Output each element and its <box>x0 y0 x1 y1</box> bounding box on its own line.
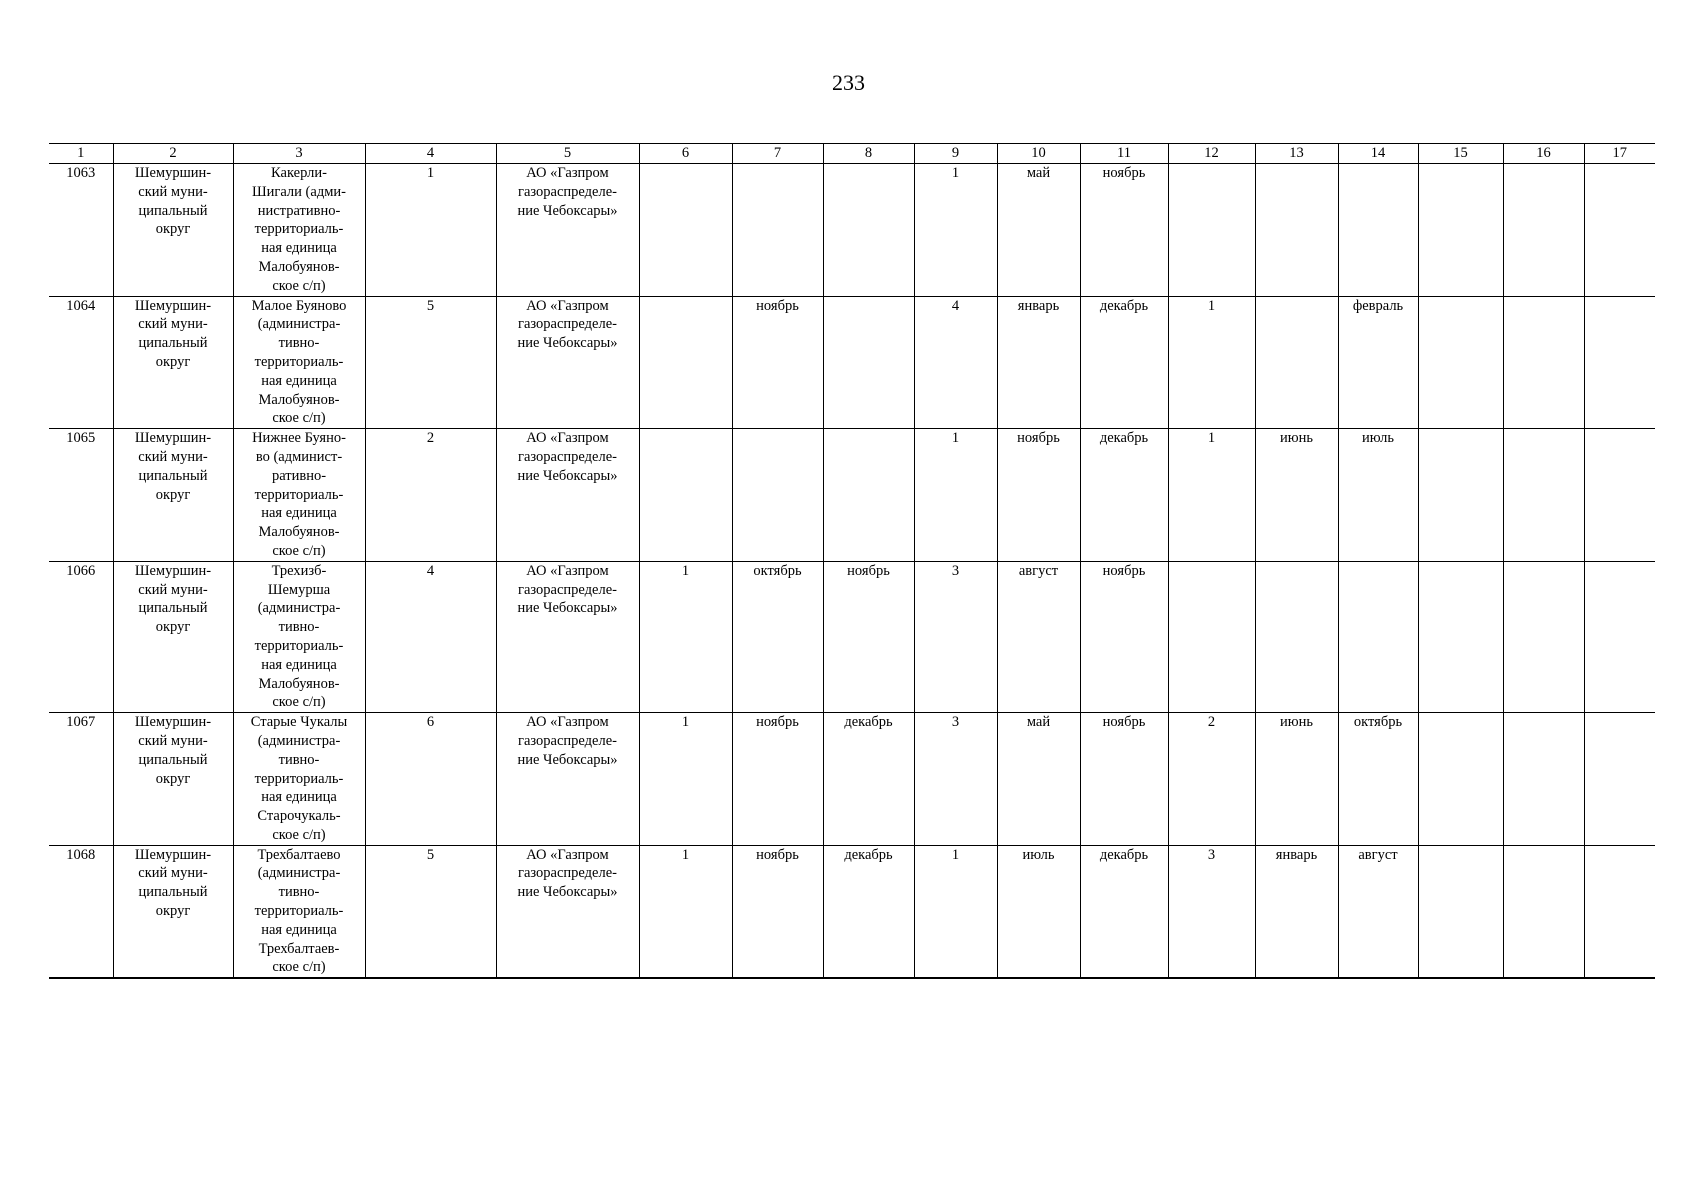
table-cell: 1063 <box>66 165 96 181</box>
table-cell: АО «Газпром газораспределе- ние Чебоксары» <box>496 296 639 429</box>
table-cell: Шемуршин- ский муни- ципальный округ <box>113 713 233 846</box>
column-header: 16 <box>1503 144 1584 164</box>
column-header: 1 <box>77 145 85 161</box>
column-header: 10 <box>997 144 1080 164</box>
table-cell: май <box>997 713 1080 846</box>
table-cell: Шемуршин- ский муни- ципальный округ <box>113 429 233 562</box>
table-cell: июнь <box>1255 713 1338 846</box>
table-cell <box>1418 845 1503 978</box>
table-cell: декабрь <box>1080 429 1168 562</box>
table-cell: октябрь <box>1338 713 1418 846</box>
column-header: 11 <box>1080 144 1168 164</box>
table-cell <box>1503 713 1584 846</box>
table-cell: 2 <box>365 429 496 562</box>
data-table <box>49 143 1655 979</box>
table-cell <box>1418 561 1503 712</box>
table-cell <box>639 429 732 562</box>
table-cell <box>1338 561 1418 712</box>
column-header: 8 <box>823 144 914 164</box>
table-cell: 5 <box>365 845 496 978</box>
table-cell: АО «Газпром газораспределе- ние Чебоксары» <box>496 845 639 978</box>
table-cell: 4 <box>365 561 496 712</box>
table-cell: 1 <box>365 164 496 297</box>
table-cell: октябрь <box>732 561 823 712</box>
table-row <box>49 429 1655 562</box>
table-cell: Какерли- Шигали (адми- нистративно- территориаль- ная единица Малобуянов- ское с/п) <box>233 164 365 297</box>
table-cell: Малое Буяново (администра- тивно- территориаль- ная единица Малобуянов- ское с/п) <box>233 296 365 429</box>
table-cell: Трехбалтаево (администра- тивно- территориаль- ная единица Трехбалтаев- ское с/п) <box>233 845 365 978</box>
table-cell: июль <box>997 845 1080 978</box>
column-header: 7 <box>732 144 823 164</box>
table-cell <box>1584 713 1655 846</box>
table-cell <box>1584 845 1655 978</box>
table-cell: декабрь <box>1080 296 1168 429</box>
table-cell <box>1418 296 1503 429</box>
table-cell: 1 <box>639 561 732 712</box>
table-cell <box>639 296 732 429</box>
table-cell <box>1255 164 1338 297</box>
table-cell <box>1503 429 1584 562</box>
table-cell <box>639 164 732 297</box>
table-row <box>49 845 1655 978</box>
column-header: 12 <box>1168 144 1255 164</box>
table-cell: январь <box>1255 845 1338 978</box>
table-cell: 1067 <box>66 714 96 731</box>
table-cell: 1 <box>914 429 997 562</box>
table-cell: ноябрь <box>732 296 823 429</box>
table-cell: декабрь <box>823 713 914 846</box>
table-cell: 6 <box>365 713 496 846</box>
table-cell <box>1584 164 1655 297</box>
table-cell: 3 <box>914 561 997 712</box>
table-cell: 1065 <box>66 430 96 447</box>
table-cell: декабрь <box>1080 845 1168 978</box>
column-header: 6 <box>639 144 732 164</box>
table-cell: 1064 <box>66 297 96 314</box>
table-cell: 3 <box>1168 845 1255 978</box>
column-header: 15 <box>1418 144 1503 164</box>
table-cell: 1068 <box>66 846 96 863</box>
table-cell: 1 <box>639 845 732 978</box>
table-cell: Шемуршин- ский муни- ципальный округ <box>113 845 233 978</box>
table-cell: Шемуршин- ский муни- ципальный округ <box>113 164 233 297</box>
table-cell <box>1168 561 1255 712</box>
table-cell: май <box>997 164 1080 297</box>
table-cell <box>732 429 823 562</box>
table-cell: АО «Газпром газораспределе- ние Чебоксары» <box>496 713 639 846</box>
table-cell: Шемуршин- ский муни- ципальный округ <box>113 296 233 429</box>
table-cell: Трехизб- Шемурша (администра- тивно- территориаль- ная единица Малобуянов- ское с/п) <box>233 561 365 712</box>
table-cell: ноябрь <box>1080 713 1168 846</box>
table-cell: август <box>1338 845 1418 978</box>
column-header: 9 <box>914 144 997 164</box>
table-cell: 1 <box>1168 296 1255 429</box>
table-cell: Старые Чукалы (администра- тивно- территориаль- ная единица Старочукаль- ское с/п) <box>233 713 365 846</box>
table-cell <box>1255 296 1338 429</box>
table-cell <box>1584 561 1655 712</box>
table-cell: АО «Газпром газораспределе- ние Чебоксары» <box>496 429 639 562</box>
table-cell: ноябрь <box>823 561 914 712</box>
table-cell <box>1503 561 1584 712</box>
column-header: 13 <box>1255 144 1338 164</box>
table-cell <box>1418 164 1503 297</box>
table-cell: июль <box>1338 429 1418 562</box>
table-row <box>49 713 1655 846</box>
table-cell <box>823 296 914 429</box>
table-cell: декабрь <box>823 845 914 978</box>
table-cell: Нижнее Буяно- во (админист- ративно- территориаль- ная единица Малобуянов- ское с/п) <box>233 429 365 562</box>
column-header: 5 <box>496 144 639 164</box>
table-cell <box>1503 296 1584 429</box>
column-header: 2 <box>113 144 233 164</box>
table-cell <box>1418 713 1503 846</box>
table-cell <box>823 429 914 562</box>
table-cell: 1 <box>914 845 997 978</box>
table-cell: 5 <box>365 296 496 429</box>
table-cell: ноябрь <box>1080 561 1168 712</box>
table-cell <box>1584 296 1655 429</box>
column-header: 17 <box>1584 144 1655 164</box>
table-cell <box>1255 561 1338 712</box>
table-cell <box>1503 164 1584 297</box>
column-header: 14 <box>1338 144 1418 164</box>
table-cell <box>823 164 914 297</box>
table-row <box>49 164 1655 297</box>
table-cell: январь <box>997 296 1080 429</box>
table-cell: ноябрь <box>732 713 823 846</box>
table-cell: июнь <box>1255 429 1338 562</box>
table-cell <box>1168 164 1255 297</box>
table-cell: 3 <box>914 713 997 846</box>
table-row <box>49 296 1655 429</box>
table-cell: АО «Газпром газораспределе- ние Чебоксары» <box>496 164 639 297</box>
table-cell: ноябрь <box>732 845 823 978</box>
table-cell <box>1338 164 1418 297</box>
column-header: 4 <box>365 144 496 164</box>
table-cell: АО «Газпром газораспределе- ние Чебоксары» <box>496 561 639 712</box>
table-cell: Шемуршин- ский муни- ципальный округ <box>113 561 233 712</box>
page-number: 233 <box>832 70 865 95</box>
table-cell <box>1418 429 1503 562</box>
table-row <box>49 561 1655 712</box>
table-cell: август <box>997 561 1080 712</box>
table-cell <box>1584 429 1655 562</box>
table-cell: ноябрь <box>1080 164 1168 297</box>
table-cell: 1 <box>639 713 732 846</box>
table-cell: февраль <box>1338 296 1418 429</box>
table-cell: 4 <box>914 296 997 429</box>
table-cell: 1066 <box>66 562 96 579</box>
column-header: 3 <box>233 144 365 164</box>
table-cell <box>732 164 823 297</box>
table-cell: 1 <box>914 164 997 297</box>
table-cell: 1 <box>1168 429 1255 562</box>
table-cell <box>1503 845 1584 978</box>
table-cell: ноябрь <box>997 429 1080 562</box>
header-row <box>49 144 1655 164</box>
table-cell: 2 <box>1168 713 1255 846</box>
